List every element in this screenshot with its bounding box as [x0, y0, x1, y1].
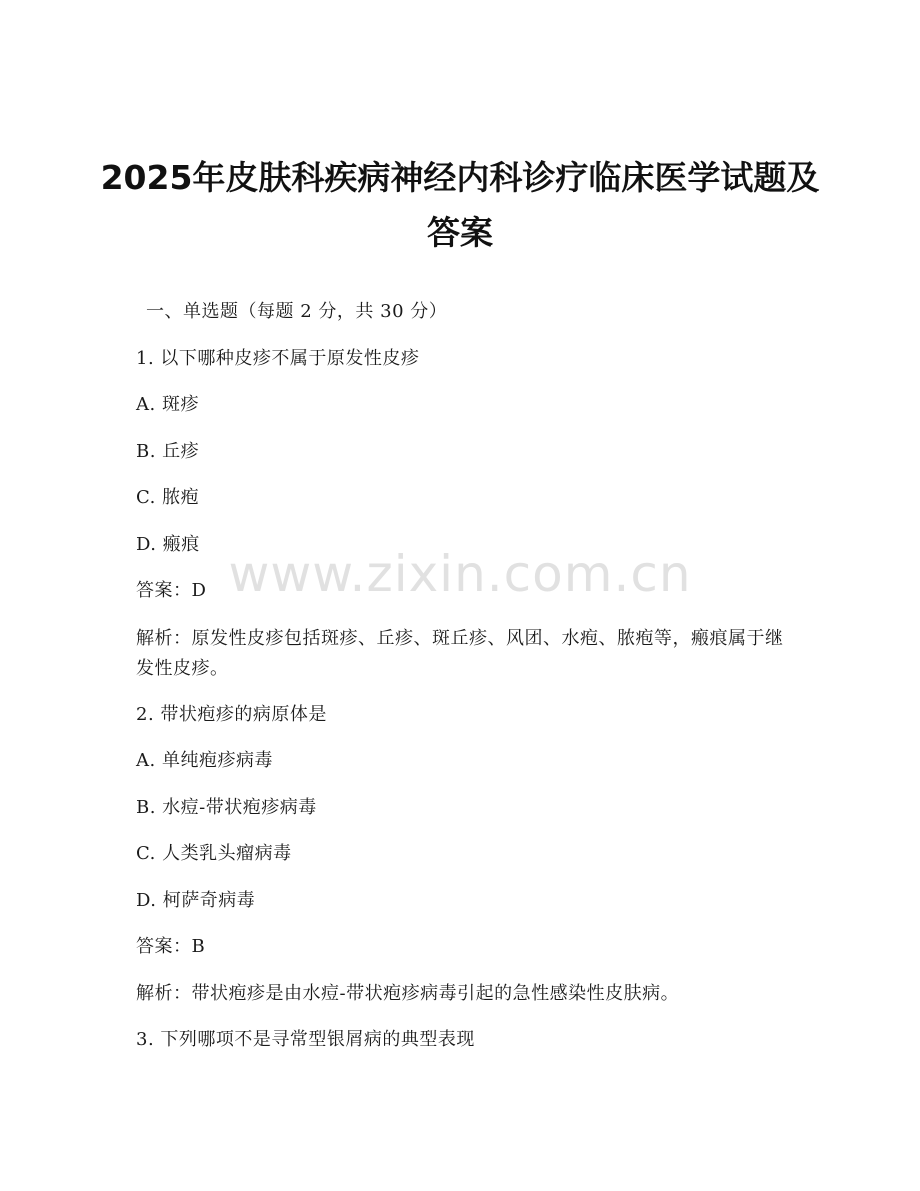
question-option: C. 人类乳头瘤病毒	[136, 843, 292, 864]
question-option: B. 丘疹	[136, 440, 200, 462]
watermark-text: www.zixin.com.cn	[228, 545, 692, 603]
question-explanation: 解析：带状疱疹是由水痘-带状疱疹病毒引起的急性感染性皮肤病。	[136, 982, 680, 1004]
question-option: C. 脓疱	[136, 487, 200, 508]
question-stem: 3. 下列哪项不是寻常型银屑病的典型表现	[136, 1029, 475, 1050]
question-explanation: 解析：原发性皮疹包括斑疹、丘疹、斑丘疹、风团、水疱、脓疱等，瘢痕属于继发性皮疹。	[136, 627, 784, 679]
document-body	[136, 298, 786, 1073]
section-heading: 一、单选题（每题 2 分，共 30 分）	[146, 301, 448, 322]
document-title: 2025年皮肤科疾病神经内科诊疗临床医学试题及答案	[100, 158, 820, 252]
question-option: A. 单纯疱疹病毒	[136, 750, 273, 771]
question-answer: 答案：B	[136, 936, 206, 957]
question-stem: 2. 带状疱疹的病原体是	[136, 703, 327, 725]
question-option: A. 斑疹	[136, 394, 199, 415]
question-option: B. 水痘-带状疱疹病毒	[136, 796, 317, 818]
question-option: D. 柯萨奇病毒	[136, 889, 256, 911]
question-stem: 1. 以下哪种皮疹不属于原发性皮疹	[136, 347, 420, 369]
question-answer: 答案：D	[136, 580, 207, 601]
question-option: D. 瘢痕	[136, 533, 200, 555]
